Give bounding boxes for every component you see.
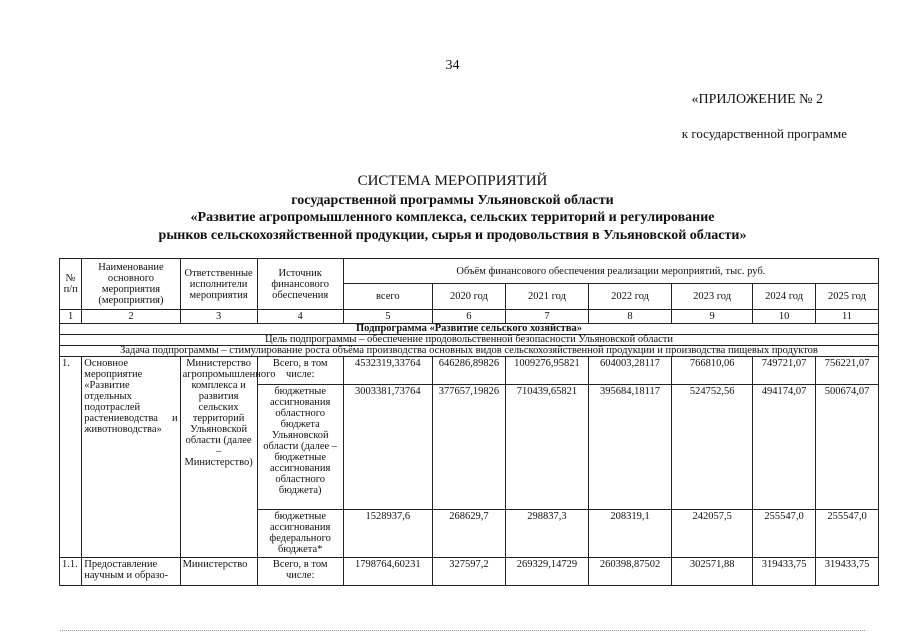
- header-year: 2020 год: [432, 284, 505, 310]
- value-year: 269329,14729: [505, 558, 588, 586]
- value-year: 710439,65821: [505, 385, 588, 510]
- measures-table: [59, 258, 879, 586]
- header-source: Источник финансового обеспечения: [257, 259, 343, 310]
- header-volume: Объём финансового обеспечения реализации мероприятий, тыс. руб.: [343, 259, 878, 284]
- responsible-executor: Министерство: [180, 558, 257, 586]
- subprogram-row: [60, 324, 879, 335]
- col-number: 6: [432, 310, 505, 324]
- value-year: 395684,18117: [589, 385, 672, 510]
- responsible-executor: Министерство агропромышленного комплекса и развития сельских территорий Ульяновской области (далее – Министерство): [180, 357, 257, 558]
- value-total: 3003381,73764: [343, 385, 432, 510]
- measure-name: Предоставление научным и образо-: [82, 558, 180, 586]
- goal-row: [60, 335, 879, 346]
- document-subtitle-1: государственной программы Ульяновской области: [291, 193, 614, 208]
- page-number: 34: [445, 58, 460, 73]
- subprogram-title: Подпрограмма «Развитие сельского хозяйства»: [60, 324, 879, 335]
- header-year: 2024 год: [753, 284, 816, 310]
- appendix-title: «ПРИЛОЖЕНИЕ № 2: [691, 92, 823, 107]
- header-row-1: [60, 259, 879, 284]
- appendix-subtitle: к государственной программе: [681, 126, 847, 141]
- subprogram-goal: Цель подпрограммы – обеспечение продовольственной безопасности Ульяновской области: [60, 335, 879, 346]
- value-total: 1798764,60231: [343, 558, 432, 586]
- column-numbers-row: [60, 310, 879, 324]
- header-year: 2022 год: [589, 284, 672, 310]
- header-responsible: Ответственные исполнители мероприятия: [180, 259, 257, 310]
- header-year: 2023 год: [672, 284, 753, 310]
- value-year: 377657,19826: [432, 385, 505, 510]
- value-year: 242057,5: [672, 510, 753, 558]
- subprogram-task: Задача подпрограммы – стимулирование роста объёма производства основных видов сельскохозяйственной продукции и производства пищевых продуктов: [60, 346, 879, 357]
- row-number: 1.1.: [60, 558, 82, 586]
- value-total: 4532319,33764: [343, 357, 432, 385]
- source-label: Всего, в том числе:: [257, 558, 343, 586]
- table-row: [60, 558, 879, 586]
- source-label: бюджетные ассигнования федерального бюджета*: [257, 510, 343, 558]
- value-year: 298837,3: [505, 510, 588, 558]
- value-total: 1528937,6: [343, 510, 432, 558]
- col-number: 10: [753, 310, 816, 324]
- col-number: 8: [589, 310, 672, 324]
- col-number: 2: [82, 310, 180, 324]
- col-number: 1: [60, 310, 82, 324]
- measure-name: Основное мероприятие «Развитие отдельных подотраслей растениеводства и животноводства»: [82, 357, 180, 558]
- col-number: 3: [180, 310, 257, 324]
- value-year: 255547,0: [816, 510, 879, 558]
- task-row: [60, 346, 879, 357]
- value-year: 604003,28117: [589, 357, 672, 385]
- header-total: всего: [343, 284, 432, 310]
- value-year: 208319,1: [589, 510, 672, 558]
- value-year: 646286,89826: [432, 357, 505, 385]
- col-number: 11: [816, 310, 879, 324]
- value-year: 260398,87502: [589, 558, 672, 586]
- source-label: Всего, в том числе:: [257, 357, 343, 385]
- header-year: 2025 год: [816, 284, 879, 310]
- col-number: 9: [672, 310, 753, 324]
- value-year: 494174,07: [753, 385, 816, 510]
- value-year: 500674,07: [816, 385, 879, 510]
- document-subtitle-2: «Развитие агропромышленного комплекса, сельских территорий и регулирование: [190, 210, 715, 225]
- value-year: 302571,88: [672, 558, 753, 586]
- row-number: 1.: [60, 357, 82, 558]
- header-num: № п/п: [60, 259, 82, 310]
- value-year: 1009276,95821: [505, 357, 588, 385]
- value-year: 524752,56: [672, 385, 753, 510]
- header-name: Наименование основного мероприятия (мероприятия): [82, 259, 180, 310]
- value-year: 766810,06: [672, 357, 753, 385]
- value-year: 327597,2: [432, 558, 505, 586]
- document-subtitle-3: рынков сельскохозяйственной продукции, сырья и продовольствия в Ульяновской области»: [158, 228, 747, 243]
- col-number: 4: [257, 310, 343, 324]
- value-year: 319433,75: [753, 558, 816, 586]
- col-number: 5: [343, 310, 432, 324]
- col-number: 7: [505, 310, 588, 324]
- value-year: 255547,0: [753, 510, 816, 558]
- value-year: 749721,07: [753, 357, 816, 385]
- source-label: бюджетные ассигнования областного бюджета Ульяновской области (далее – бюджетные ассигнования областного бюджета): [257, 385, 343, 510]
- table-row: [60, 357, 879, 385]
- header-year: 2021 год: [505, 284, 588, 310]
- scan-edge-line: [60, 630, 865, 632]
- document-title: СИСТЕМА МЕРОПРИЯТИЙ: [357, 173, 548, 189]
- value-year: 268629,7: [432, 510, 505, 558]
- value-year: 319433,75: [816, 558, 879, 586]
- value-year: 756221,07: [816, 357, 879, 385]
